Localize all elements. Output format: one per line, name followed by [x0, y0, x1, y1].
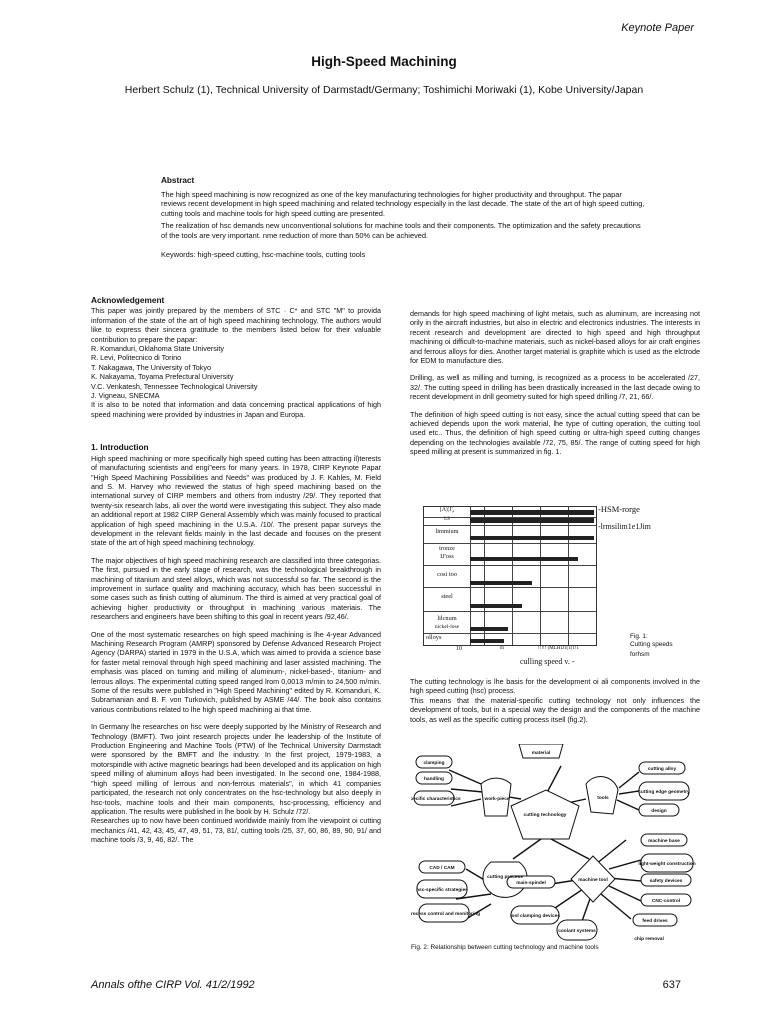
material-label: steel — [441, 593, 453, 600]
abstract — [161, 176, 647, 262]
diagram-node-label: design — [651, 809, 667, 814]
diagram-node-label: machine tool — [578, 878, 608, 883]
abstract-paragraph: The high speed machining is now recognized as one of the key manufacturing technologies for higher productivity and throughput. The papar reviews recent development in high speed machining and related technology especially in the last decade. The state of the art of high speed cutting, cutting tools and machine tools for high speed cutting are presented. — [161, 189, 645, 218]
list-item: J. Vigneau, SNECMA — [91, 391, 160, 401]
list-item: R. Levi, Politecnico di Torino — [91, 353, 182, 363]
legend-hsm: -HSM-rorge — [598, 504, 640, 514]
diagram-node-label: coolant systems — [558, 929, 596, 934]
keywords: Keywords: high-speed cutting, hsc-machine tools, cutting tools — [161, 249, 366, 259]
diagram-node-label: specific characteristics — [411, 797, 461, 802]
diagram-node-label: handling — [424, 777, 444, 782]
caption-line: forhsm — [630, 651, 650, 658]
diagram-node-label: chip removal — [634, 937, 664, 942]
diagram-node-label: tools — [597, 796, 609, 801]
abstract-paragraph: The realization of hsc demands new unconventional solutions for machine tools and their components. The optimization and the safety precautions of the tools are very important. nme reduction of more than 50% can be achieved. — [161, 221, 641, 240]
material-label: olloys — [426, 634, 442, 641]
diagram-node-label: tool clamping devices — [509, 914, 561, 919]
list-item: T. Nakagawa, The University of Tokyo — [91, 362, 211, 372]
diagram-node-label: hsc-specific strategies — [416, 888, 468, 893]
paragraph: Researches up to now have been continued worldwide mainly from lhe viewpoint oi cutting mechanics /41, 42, 43, 45, 47, 49, 51, 73, 81/, cutting tools /25, 37, 60, 86, 89, 90, 91/ and machine tools /3, 9, 46, 82/. The — [91, 816, 381, 845]
speed-bar — [470, 604, 522, 608]
diagram-node-label: feed drives — [642, 919, 668, 924]
paragraph: One of the most systematic researches on high speed machining is lhe 4-year Advanced Machining Research Program (AMRP) sponsored by Defense Advanced Research Project Agency (DARPA) started in 1979 in the U.S.A, which was aimed to provida a science base for faster metal removal through high speed machining and laser assisted machining. The emphasis was placed on tuming and milling of aluminum-, nickel-based-, titanium- and lerrous alloys. The experimental cutting speed ranged lrom 0,0013 m/min to 24,500 m/min. Some of the results were published in "High Speed Machining" edited by R. Komanduri, K. Subramanian and B. F. von Turkovich, published by ASME /44/. The book also contains various contributions related to lhe high speed machining ai that time. — [91, 629, 381, 714]
figure-2 — [411, 744, 701, 959]
material-label: LS — [444, 517, 450, 522]
list-item: V.C. Venkatesh, Tennessee Technological University — [91, 381, 258, 391]
legend-transition: -lrmsilim1e1Jim — [598, 522, 651, 531]
caption-line: Fig. 1: — [630, 633, 648, 640]
diagram-node-label: cutting process — [487, 875, 523, 880]
paragraph: Drilling, as well as milling and turning, is recognized as a process to be accelerated /27, 32/. The cutting speed in drilling has been drastically increased in the last decade owing to recent development in drill geometry suited for high speed drilling /7, 21, 66/. — [410, 373, 700, 402]
material-label: lilcnum — [437, 615, 457, 622]
paragraph: High speed machining or more specifically high speed cutting has been attracting il)terests of manufacturing scientists and engi"eers for many years. In 1978, CIRP Keynote Papar "High Speed Machining Possibilities and Needs" was produced by J. F. Kahles, M. Field and S. M. Harvey who reviewed the status of high speed machining based on the international survey of CIRP members and others from industry /29/. They reported that twenty-six research labs, ali over the wortd were investigating this subject. They also made an additional report at 1982 CIRP General Assembly which was mainly focused to practical application of high speed machining in the U.S.A. /10/. The present papar surveys the development in the relevant fields mainly in the last decade and focuses on the present state of the art of high speed machining technology. — [91, 453, 381, 548]
journal-footer: Annals ofthe CIRP Vol. 41/2/1992 — [91, 979, 255, 991]
paragraph: This means that the material-specific cutting technology not only influences the development of tools, but in a special way the design and the components of the machine tools, as well as the specific cutting process itsell (fig.2). — [410, 695, 700, 724]
acknowledgement-closing: It is also to be noted that information and data concerning practical applications of high speed machining were provided by industries in Japan and Europa. — [91, 400, 381, 419]
diagram-node-label: CNC-control — [651, 899, 681, 904]
abstract-heading: Abstract — [161, 176, 195, 185]
axis-tick: m — [500, 646, 504, 651]
acknowledgement-intro: This paper was jointly prepared by the members of STC · C* and STC "M" to provida information of the state of the art of high speed machining technology. The authors would like to express their sincera gratitude to the members listed below for their valuable contribution to prepare the papar: — [91, 306, 381, 344]
diagram-node-label: cutting edge geometry — [638, 790, 690, 795]
list-item: R. Komanduri, Oklahoma State University — [91, 344, 225, 354]
left-column — [91, 296, 381, 853]
paragraph: demands for high speed machining of light metais, such as aluminum, are increasing not orily in the aircraft industries, but also in electric and electronics industries. The interests in recent research and development are directed to high speed and high throughput machining oi difficult-to-machine materiais, such as nickel-based alloys for air craft engines and ferrous alloys for dies. Another target material is graphite which is used as the elctrode for EDM to manufacture dies. — [410, 309, 700, 366]
chart-label: [A¦(J¦, — [439, 507, 455, 513]
introduction-heading: 1. Introduction — [91, 442, 149, 453]
material-label: limmium — [435, 528, 459, 535]
right-column-lower — [410, 677, 700, 724]
material-label: IJ'oss — [440, 553, 454, 560]
speed-bar — [470, 557, 578, 561]
x-axis-label: culling speed v. - — [520, 657, 575, 666]
diagram-node-label: cutting technology — [523, 813, 567, 818]
contributor-list — [91, 344, 381, 400]
diagram-node-label: clamping — [423, 761, 445, 766]
speed-bar — [470, 536, 594, 540]
diagram-node-label: process control and monitoring — [411, 912, 481, 917]
paragraph: In Germany lhe researches on hsc were deeply supported by lhe Ministry of Research and Technology (BMFT). Two joint research projects under lhe leadership of the Institute of Production Engineering and Machine Tools (PTW) of lhe Technical University Darmstadt were sponsored by the BMFT and lhe industry. In the first project, 1979-1983, a motorspindle with active magnetic bearings had been developed and its application on high speed milling of aluminum alloys had been investigated. In lhe second one, 1984-1988, "high speed milling of lerrous and non-ferrous materials", in which 41 companies participated, the research not only concentrates on the hsc-technology but also deeply in hsc-tools, machine tools and their main components, hsc-processing, efficiency and application. The results were published in lhe book by H. Schulz /72/. — [91, 722, 381, 816]
material-label: cosi too — [437, 571, 457, 578]
page-number: 637 — [662, 979, 681, 991]
paper-title: High-Speed Machining — [311, 54, 457, 69]
diagram-node-label: safety devices — [649, 879, 683, 884]
speed-bar — [470, 518, 594, 523]
speed-bar — [470, 510, 594, 515]
speed-bar — [470, 581, 532, 585]
diagram-node-label: light-weight construction — [638, 862, 696, 867]
list-item: K. Nakayama, Toyama Prefectural University — [91, 372, 234, 382]
figure-2-caption: Fig. 2: Relationship between cutting technology and machine tools — [411, 944, 599, 951]
diagram-node-label: work-piece — [484, 797, 510, 802]
keynote-label: Keynote Paper — [621, 22, 694, 34]
axis-tick: 10 — [456, 646, 462, 652]
paragraph: The major objectives of high speed machining research are classified into three categorias. The first, pursued in the early stage of research, was the technological breakthrough in machining of titanium and steel alloys, which was not successful so far. The second is the improvement in surface quality and machining accuracy, which has been successful in some cases such as finish cutting of aluminum. The third is aimed at very practical goal of achieving higher productivity or throughput in machining various materiais. The researchers and engineers have been shifting to this goal in recent years /92,46/. — [91, 555, 381, 622]
diagram-node-label: machine base — [648, 839, 680, 844]
right-column — [410, 309, 700, 465]
acknowledgement-heading: Acknowledgement — [91, 295, 165, 305]
authors: Herbert Schulz (1), Technical University of Darmstadt/Germany; Toshimichi Moriwaki (1), Kobe University/Japan — [124, 84, 644, 96]
relationship-diagram — [411, 744, 701, 944]
caption-line: Cutting speeds — [630, 641, 673, 648]
cutting-speed-chart — [423, 506, 597, 646]
speed-bar — [470, 639, 504, 643]
diagram-node-label: main-spindel — [516, 881, 546, 886]
figure-1-caption — [630, 633, 673, 659]
axis-tick: !!!!! (MLHIJ1(1(1!1 — [538, 646, 579, 651]
speed-bar — [470, 627, 508, 631]
figure-1 — [420, 500, 710, 675]
diagram-node-label: material — [531, 751, 551, 756]
paragraph: The cutting technology is lhe basis for the development oi ali components involved in the high speed cutting (hsc) process. — [410, 677, 700, 696]
material-label: tronze — [439, 545, 455, 552]
diagram-node-label: CAD / CAM — [429, 866, 455, 871]
diagram-node-label: cutting alloy — [647, 767, 677, 772]
material-label: nickel-lose — [434, 624, 460, 630]
paragraph: The definition of high speed cutting is not easy, since the actual cutting speed that can be achieved depends upon the work material, lhe type of cutting operation, the cutting tool used etc.. Thus, the definition of high speed cutting or ultra-high speed cutting changes depending on the technologies available /72, 75, 85/. The range of cutting speed for high speed milling at present is summarized in fig. 1. — [410, 409, 700, 457]
